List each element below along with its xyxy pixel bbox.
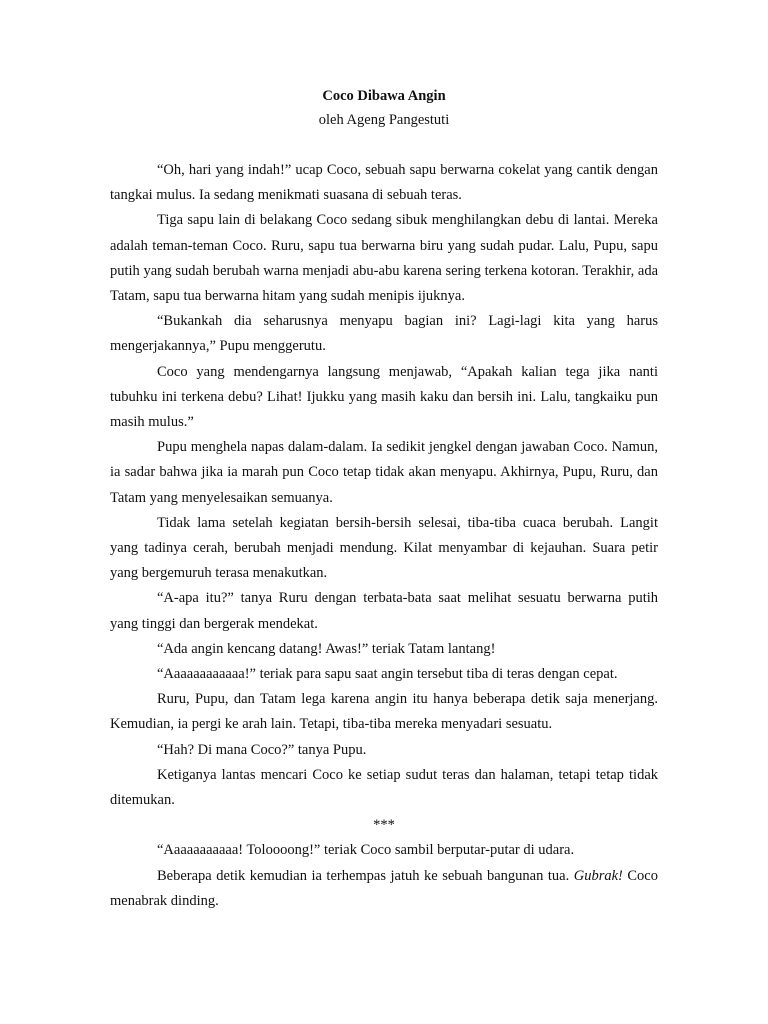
paragraph-text: Beberapa detik kemudian ia terhempas jatuh ke sebuah bangunan tua.: [157, 867, 574, 884]
paragraph: “Ada angin kencang datang! Awas!” teriak Tatam lantang!: [157, 640, 496, 657]
paragraph: “Hah? Di mana Coco?” tanya Pupu.: [157, 741, 367, 758]
paragraph: Ketiganya lantas mencari Coco ke setiap sudut teras dan halaman, tetapi tetap tidak ditemukan.: [110, 766, 658, 809]
story-body: [110, 158, 658, 914]
story-author: oleh Ageng Pangestuti: [318, 112, 450, 128]
document-header: [110, 84, 658, 132]
story-title: Coco Dibawa Angin: [322, 88, 446, 104]
paragraph: Ruru, Pupu, dan Tatam lega karena angin itu hanya beberapa detik saja menerjang. Kemudian, ia pergi ke arah lain. Tetapi, tiba-tiba mereka menyadari sesuatu.: [110, 691, 658, 733]
paragraph-last: [110, 864, 658, 914]
paragraph: “Aaaaaaaaaaaa!” teriak para sapu saat angin tersebut tiba di teras dengan cepat.: [157, 666, 618, 683]
paragraph: Tidak lama setelah kegiatan bersih-bersih selesai, tiba-tiba cuaca berubah. Langit yang tadinya cerah, berubah menjadi mendung. Kilat menyambar di kejauhan. Suara petir yang bergemuruh terasa menakutkan.: [110, 514, 658, 582]
paragraph: “Oh, hari yang indah!” ucap Coco, sebuah sapu berwarna cokelat yang cantik dengan tangkai mulus. Ia sedang menikmati suasana di sebuah teras.: [110, 162, 658, 204]
paragraph: “Aaaaaaaaaaa! Toloooong!” teriak Coco sambil berputar-putar di udara.: [157, 842, 575, 859]
paragraph: Pupu menghela napas dalam-dalam. Ia sedikit jengkel dengan jawaban Coco. Namun, ia sadar bahwa jika ia marah pun Coco tetap tidak akan menyapu. Akhirnya, Pupu, Ruru, dan Tatam yang menyelesaikan semuanya.: [110, 439, 658, 506]
paragraph: Tiga sapu lain di belakang Coco sedang sibuk menghilangkan debu di lantai. Mereka adalah teman-teman Coco. Ruru, sapu tua berwarna biru yang sudah pudar. Lalu, Pupu, sapu putih yang sudah berubah warna menjadi abu-abu karena sering terkena kotoran. Terakhir, ada Tatam, sapu tua berwarna hitam yang sudah menipis ijuknya.: [110, 212, 658, 305]
paragraph: “A-apa itu?” tanya Ruru dengan terbata-bata saat melihat sesuatu berwarna putih yang tinggi dan bergerak mendekat.: [110, 590, 658, 632]
italic-sound-effect: Gubrak!: [573, 867, 623, 884]
paragraph-text: Coco menabrak dinding.: [110, 867, 658, 909]
section-separator: ***: [373, 817, 395, 834]
paragraph: “Bukankah dia seharusnya menyapu bagian ini? Lagi-lagi kita yang harus mengerjakannya,” Pupu menggerutu.: [110, 313, 658, 355]
paragraph: Coco yang mendengarnya langsung menjawab, “Apakah kalian tega jika nanti tubuhku ini terkena debu? Lihat! Ijukku yang masih kaku dan bersih ini. Lalu, tangkaiku pun masih mulus.”: [110, 363, 658, 431]
